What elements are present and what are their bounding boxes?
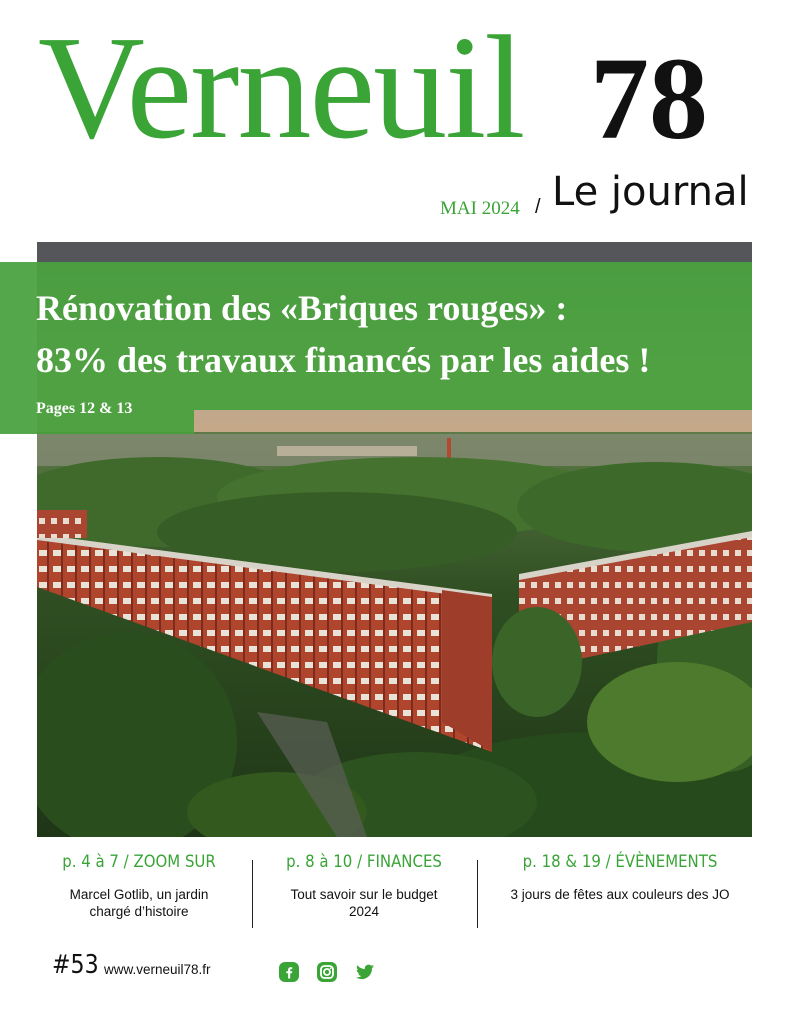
headline-line-1: Rénovation des «Briques rouges» : bbox=[36, 288, 568, 328]
teaser-heading: p. 4 à 7 / ZOOM SUR bbox=[62, 852, 216, 872]
issue-date: MAI 2024 bbox=[440, 198, 520, 219]
masthead-number: 78 bbox=[590, 33, 708, 164]
teaser-evenements bbox=[489, 852, 751, 903]
teaser-divider bbox=[477, 860, 478, 928]
teaser-heading: p. 8 à 10 / FINANCES bbox=[286, 852, 442, 872]
date-separator: / bbox=[535, 196, 541, 218]
masthead-title: Verneuil bbox=[38, 6, 524, 170]
teaser-finances bbox=[275, 852, 453, 920]
instagram-icon[interactable] bbox=[316, 961, 338, 983]
facebook-icon[interactable] bbox=[278, 961, 300, 983]
masthead-subtitle: Le journal bbox=[552, 169, 749, 215]
teaser-description: Tout savoir sur le budget 2024 bbox=[290, 887, 438, 919]
social-links bbox=[278, 961, 376, 983]
section-teasers bbox=[37, 852, 752, 932]
teaser-heading: p. 18 & 19 / ÉVÈNEMENTS bbox=[522, 852, 718, 872]
teaser-zoom-sur bbox=[49, 852, 229, 920]
headline-line-2: 83% des travaux financés par les aides ! bbox=[36, 340, 651, 380]
issue-number: #53 bbox=[52, 950, 99, 980]
website-link[interactable]: www.verneuil78.fr bbox=[104, 962, 211, 977]
twitter-icon[interactable] bbox=[354, 961, 376, 983]
cover-story-pages: Pages 12 & 13 bbox=[36, 400, 133, 417]
teaser-divider bbox=[252, 860, 253, 928]
teaser-description: 3 jours de fêtes aux couleurs des JO bbox=[510, 887, 730, 902]
teaser-description: Marcel Gotlib, un jardin chargé d’histoire bbox=[69, 887, 209, 919]
cover-headline bbox=[36, 282, 748, 386]
